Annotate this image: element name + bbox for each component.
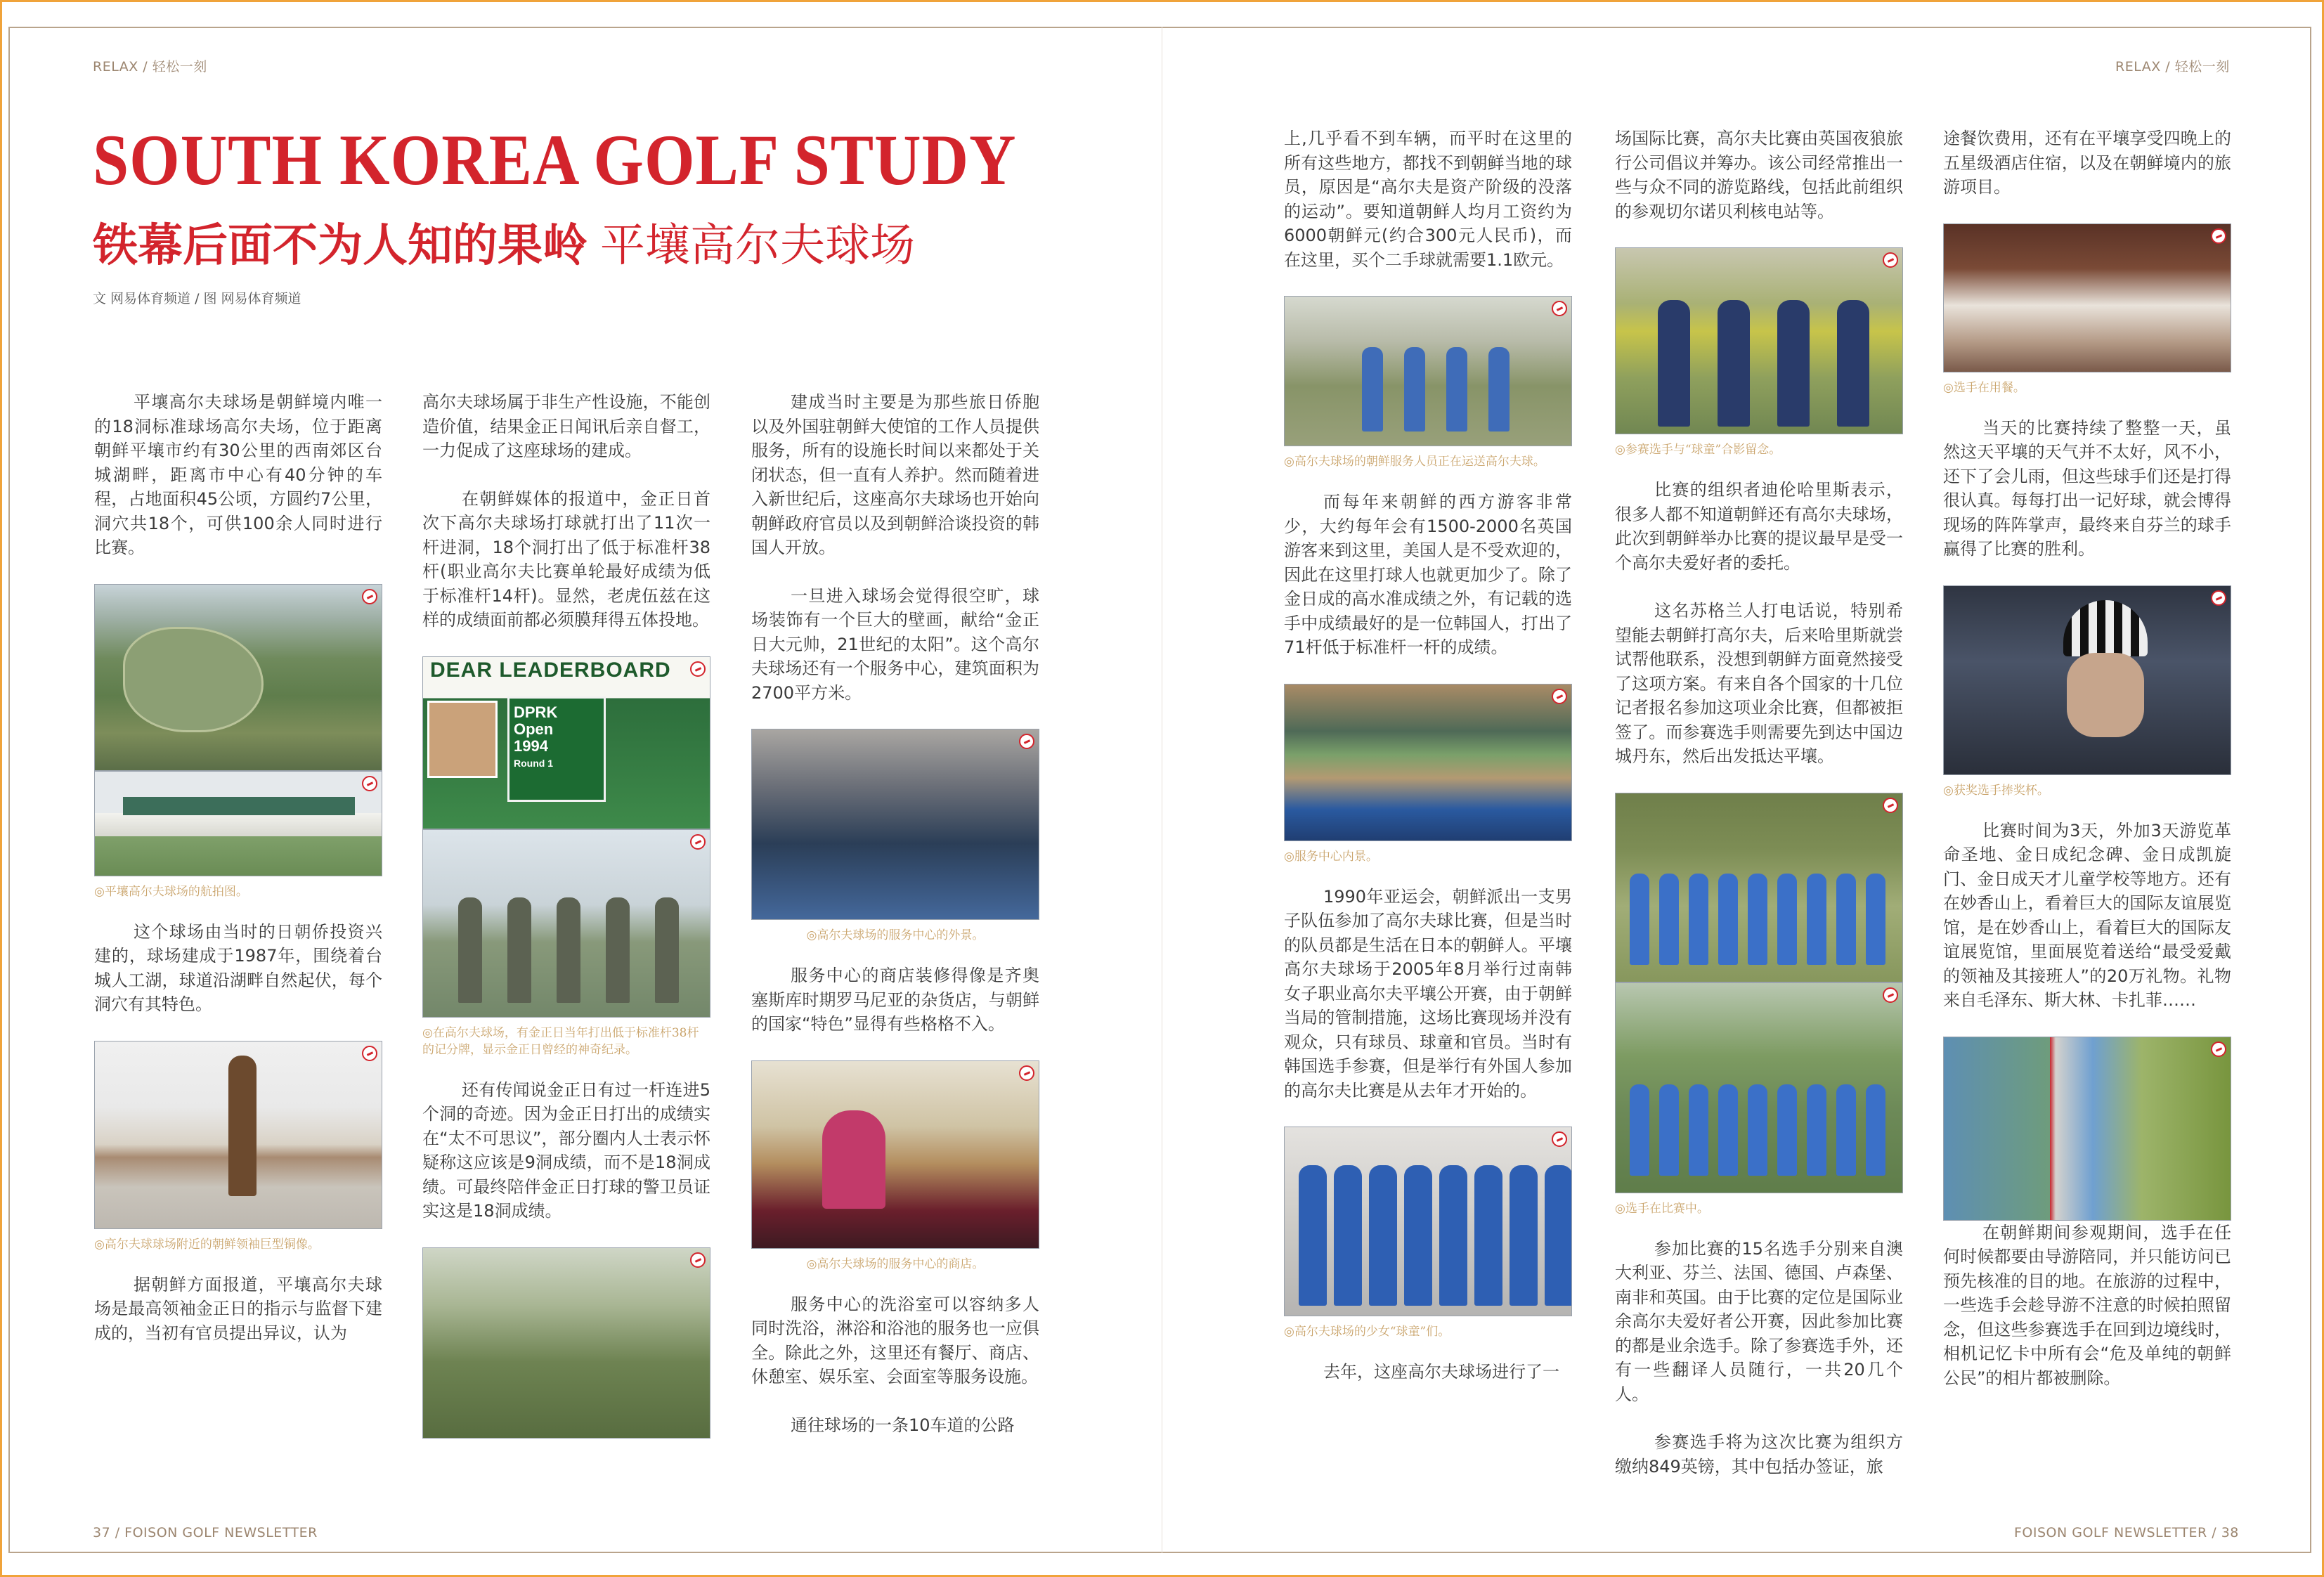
- article-column-2: [422, 390, 710, 1439]
- body-paragraph: 在朝鲜媒体的报道中，金正日首次下高尔夫球场打球就打出了11次一杆进洞，18个洞打出了低于标准杆38杆(职业高尔夫比赛单轮最好成绩为低于标准杆14杆)。显然，老虎伍兹在这样的成绩面前都必须膜拜得五体投地。: [422, 488, 710, 630]
- body-paragraph: 而每年来朝鲜的西方游客非常少，大约每年会有1500-2000名英国游客来到这里，美国人是不受欢迎的，因此在这里打球人也就更加少了。除了金日成的高水准成绩之外，有记载的选手中成绩最好的是一位韩国人，打出了71杆低于标准杆一杆的成绩。: [1284, 492, 1572, 657]
- person-figure: [1404, 1165, 1432, 1306]
- person-figure: [1404, 347, 1425, 431]
- scoreboard-text: DPRK Open 1994 Round 1: [514, 703, 558, 769]
- photo-op-photo: [1615, 247, 1903, 434]
- person-figure: [1362, 347, 1383, 431]
- person-figure: [557, 897, 580, 1003]
- person-figure: [1630, 1084, 1649, 1176]
- watermark-logo-icon: [1019, 1065, 1034, 1081]
- person-figure: [1659, 1084, 1679, 1176]
- watermark-logo-icon: [1883, 987, 1898, 1003]
- person-figure: [1689, 1084, 1708, 1176]
- body-paragraph: 这名苏格兰人打电话说，特别希望能去朝鲜打高尔夫，后来哈里斯就尝试帮他联系，没想到朝鲜方面竟然接受了这项方案。有来自各个国家的十几位记者报名参加这项业余比赛，但都被拒签了。而参赛选手则需要先到达中国边城丹东，然后出发抵达平壤。: [1615, 601, 1903, 766]
- person-figure: [1836, 1084, 1856, 1176]
- statue-photo: [94, 1041, 382, 1229]
- byline: 文 网易体育频道 / 图 网易体育频道: [93, 291, 301, 306]
- road-photo: [422, 1247, 710, 1439]
- body-paragraph: 这个球场由当时的日朝侨投资兴建的，球场建成于1987年，围绕着台城人工湖，球道沿湖畔自然起伏，每个洞穴有其特色。: [94, 921, 382, 1014]
- person-figure: [1777, 1084, 1797, 1176]
- person-figure: [1807, 1084, 1826, 1176]
- bronze-statue-shape: [228, 1056, 257, 1196]
- watermark-logo-icon: [2211, 1041, 2226, 1057]
- body-paragraph: 一旦进入球场会觉得很空旷，球场装饰有一个巨大的壁画，献给“金正日大元帅，21世纪的太阳”。这个高尔夫球场还有一个服务中心，建筑面积为2700平方米。: [751, 585, 1039, 703]
- body-paragraph: 比赛的组织者迪伦哈里斯表示，很多人都不知道朝鲜还有高尔夫球场，此次到朝鲜举办比赛的提议最早是受一个高尔夫爱好者的委托。: [1615, 480, 1903, 573]
- body-paragraph: 平壤高尔夫球场是朝鲜境内唯一的18洞标准球场高尔夫场，位于距离朝鲜平壤市约有30公里的西南郊区台城湖畔，距离市中心有40分钟的车程，占地面积45公顷，方圆约7公里，洞穴共18个，可供100余人同时进行比赛。: [94, 392, 382, 557]
- title-cn-subhead: 平壤高尔夫球场: [600, 220, 915, 272]
- watermark-logo-icon: [2211, 228, 2226, 244]
- photo-caption: ◎参赛选手与“球童”合影留念。: [1615, 443, 1781, 457]
- clubhouse-roof: [123, 797, 355, 815]
- photo-caption: ◎在高尔夫球场，有金正日当年打出低于标准杆38杆的记分牌，显示金正日曾经的神奇纪录。: [422, 1025, 699, 1057]
- service-center-interior-photo: [1284, 684, 1572, 841]
- watermark-logo-icon: [1883, 798, 1898, 813]
- body-paragraph: 通往球场的一条10车道的公路: [791, 1415, 1015, 1435]
- watermark-logo-icon: [1552, 1131, 1567, 1147]
- watermark-logo-icon: [2211, 590, 2226, 606]
- person-figure: [1718, 300, 1750, 427]
- watermark-logo-icon: [362, 776, 377, 791]
- person-figure: [1748, 874, 1767, 965]
- photo-caption: ◎高尔夫球场的少女“球童”们。: [1284, 1325, 1450, 1339]
- watermark-logo-icon: [1883, 252, 1898, 268]
- title-cn-headline: 铁幕后面不为人知的果岭: [93, 220, 588, 272]
- body-paragraph: 高尔夫球场属于非生产性设施，不能创造价值，结果金正日闻讯后亲自督工，一力促成了这座球场的建成。: [422, 392, 710, 460]
- watermark-logo-icon: [362, 1046, 377, 1061]
- person-figure: [1446, 347, 1467, 431]
- person-figure: [1334, 1165, 1362, 1306]
- photo-caption: ◎高尔夫球场的服务中心的外景。: [806, 928, 985, 942]
- leaderboard-title: DEAR LEADERBOARD: [430, 658, 671, 682]
- article-title-english: SOUTH KOREA GOLF STUDY: [93, 119, 1017, 200]
- leaderboard-photo: [422, 656, 710, 829]
- person-figure: [1748, 1084, 1767, 1176]
- body-paragraph: 场国际比赛，高尔夫比赛由英国夜狼旅行公司倡议并筹办。该公司经常推出一些与众不同的游览路线，包括此前组织的参观切尔诺贝利核电站等。: [1615, 129, 1903, 221]
- person-figure: [507, 897, 531, 1003]
- photo-caption: ◎高尔夫球场的朝鲜服务人员正在运送高尔夫球。: [1284, 455, 1545, 469]
- person-figure: [1510, 1165, 1538, 1306]
- person-figure: [1777, 874, 1797, 965]
- person-figure: [655, 897, 679, 1003]
- person-figure: [1718, 1084, 1738, 1176]
- running-head-right: RELAX / 轻松一刻: [2115, 59, 2230, 74]
- body-paragraph: 据朝鲜方面报道，平壤高尔夫球场是最高领袖金正日的指示与监督下建成的，当初有官员提出异议，认为: [94, 1274, 382, 1343]
- person-figure: [1807, 874, 1826, 965]
- photo-caption: ◎选手在比赛中。: [1615, 1201, 1709, 1216]
- shopkeeper-figure: [822, 1110, 885, 1209]
- person-figure: [1369, 1165, 1397, 1306]
- shop-photo: [751, 1060, 1039, 1249]
- person-figure: [1836, 874, 1856, 965]
- watermark-logo-icon: [1552, 689, 1567, 704]
- person-figure: [458, 897, 482, 1003]
- person-figure: [1777, 300, 1810, 427]
- watermark-logo-icon: [1552, 301, 1567, 316]
- match-photo-1: [1615, 793, 1903, 982]
- person-figure: [1658, 300, 1690, 427]
- person-figure: [1299, 1165, 1327, 1306]
- watermark-logo-icon: [1019, 734, 1034, 749]
- person-figure: [1439, 1165, 1467, 1306]
- match-photo-2: [1615, 982, 1903, 1193]
- clubhouse-photo: [94, 771, 382, 876]
- body-paragraph: 参赛选手将为这次比赛为组织方缴纳849英镑，其中包括办签证，旅: [1615, 1432, 1903, 1477]
- folio-right: FOISON GOLF NEWSLETTER / 38: [2014, 1525, 2239, 1540]
- person-figure: [1545, 1165, 1572, 1306]
- ball-carts-photo: [1284, 296, 1572, 446]
- running-head-left: RELAX / 轻松一刻: [93, 59, 207, 74]
- folio-left: 37 / FOISON GOLF NEWSLETTER: [93, 1525, 318, 1540]
- article-column-3: [751, 390, 1039, 1461]
- body-paragraph: 1990年亚运会，朝鲜派出一支男子队伍参加了高尔夫球比赛，但是当时的队员都是生活在日本的朝鲜人。平壤高尔夫球场于2005年8月举行过南韩女子职业高尔夫平壤公开赛，由于朝鲜当局的管制措施，这场比赛现场并没有观众，只有球员、球童和官员。当时有韩国选手参赛，但是举行有外国人参加的高尔夫比赛是从去年才开始的。: [1284, 886, 1572, 1101]
- person-figure: [1689, 874, 1708, 965]
- person-figure: [1630, 874, 1649, 965]
- service-center-exterior-photo: [751, 729, 1039, 920]
- officials-photo: [422, 829, 710, 1018]
- body-paragraph: 服务中心的商店装修得像是齐奥塞斯库时期罗马尼亚的杂货店，与朝鲜的国家“特色”显得有些格格不入。: [751, 966, 1039, 1034]
- body-paragraph: 上,几乎看不到车辆，而平时在这里的所有这些地方，都找不到朝鲜当地的球员，原因是“高尔夫是资产阶级的没落的运动”。要知道朝鲜人均月工资约为6000朝鲜元(约合300元人民币)，而在这里，买个二手球就需要1.1欧元。: [1284, 129, 1572, 270]
- article-title-chinese: [93, 209, 915, 274]
- trophy-photo: [1943, 585, 2231, 775]
- watermark-logo-icon: [690, 834, 706, 850]
- watermark-logo-icon: [362, 589, 377, 604]
- portrait-frame: [427, 701, 498, 778]
- photo-caption: ◎高尔夫球场的服务中心的商店。: [806, 1257, 985, 1271]
- person-figure: [1474, 1165, 1502, 1306]
- dining-photo: [1943, 223, 2231, 372]
- photo-caption: ◎选手在用餐。: [1943, 380, 2025, 395]
- person-figure: [1659, 874, 1679, 965]
- person-figure: [1488, 347, 1510, 431]
- person-figure: [1837, 300, 1869, 427]
- body-paragraph: 还有传闻说金正日有过一杆连进5个洞的奇迹。因为金正日打出的成绩实在“太不可思议”，部分圈内人士表示怀疑称这应该是9洞成绩，而不是18洞成绩。可最终陪伴金正日打球的警卫员证实这是18洞成绩。: [422, 1079, 710, 1221]
- body-paragraph: 比赛时间为3天，外加3天游览革命圣地、金日成纪念碑、金日成凯旋门、金日成天才儿童学校等地方。还有在妙香山上，看着巨大的国际友谊展览馆，是在妙香山上，看着巨大的国际友谊展览馆，里面展览着送给“最受爱戴的领袖及其接班人”的20万礼物。礼物来自毛泽东、斯大林、卡扎菲……: [1943, 820, 2231, 1010]
- person-figure: [1866, 1084, 1885, 1176]
- collage-photo: [1943, 1037, 2231, 1221]
- player-face: [2067, 653, 2144, 737]
- photo-caption: ◎平壤高尔夫球场的航拍图。: [94, 884, 248, 899]
- person-figure: [1718, 874, 1738, 965]
- article-column-6: [1943, 126, 2231, 1414]
- scoreboard: [507, 696, 606, 802]
- photo-caption: ◎获奖选手捧奖杯。: [1943, 783, 2049, 798]
- article-column-1: [94, 390, 382, 1369]
- caddies-photo: [1284, 1127, 1572, 1316]
- article-column-5: [1615, 126, 1903, 1503]
- photo-caption: ◎高尔夫球球场附近的朝鲜领袖巨型铜像。: [94, 1237, 320, 1252]
- body-paragraph: 参加比赛的15名选手分别来自澳大利亚、芬兰、法国、德国、卢森堡、南非和英国。由于比赛的定位是国际业余高尔夫爱好者公开赛，因此参加比赛的都是业余选手。除了参赛选手外，还有一些翻译人员随行，一共20几个人。: [1615, 1238, 1903, 1404]
- body-paragraph: 在朝鲜期间参观期间，选手在任何时候都要由导游陪同，并只能访问已预先核准的目的地。在旅游的过程中，一些选手会趁导游不注意的时候拍照留念，但这些参赛选手在回到边境线时，相机记忆卡中所有会“危及单纯的朝鲜公民”的相片都被删除。: [1943, 1222, 2231, 1388]
- watermark-logo-icon: [690, 661, 706, 677]
- photo-caption: ◎服务中心内景。: [1284, 849, 1378, 864]
- body-paragraph: 服务中心的洗浴室可以容纳多人同时洗浴，淋浴和浴池的服务也一应俱全。除此之外，这里还有餐厅、商店、休憩室、娱乐室、会面室等服务设施。: [751, 1294, 1039, 1387]
- body-paragraph: 建成当时主要是为那些旅日侨胞以及外国驻朝鲜大使馆的工作人员提供服务，所有的设施长时间以来都处于关闭状态，但一直有人养护。然而随着进入新世纪后，这座高尔夫球场也开始向朝鲜政府官员以及到朝鲜洽谈投资的韩国人开放。: [751, 392, 1039, 557]
- body-paragraph: 途餐饮费用，还有在平壤享受四晚上的五星级酒店住宿，以及在朝鲜境内的旅游项目。: [1943, 129, 2231, 197]
- person-figure: [606, 897, 630, 1003]
- article-column-4: [1284, 126, 1572, 1408]
- watermark-logo-icon: [690, 1252, 706, 1268]
- aerial-photo: [94, 584, 382, 771]
- body-paragraph: 去年，这座高尔夫球场进行了一: [1323, 1362, 1559, 1382]
- person-figure: [1866, 874, 1885, 965]
- lake-shape: [123, 627, 264, 732]
- body-paragraph: 当天的比赛持续了整整一天，虽然这天平壤的天气并不太好，风不小，还下了会儿雨，但这些球手们还是打得很认真。每每打出一记好球，就会博得现场的阵阵掌声，最终来自芬兰的球手赢得了比赛的胜利。: [1943, 417, 2231, 559]
- striped-hat: [2063, 600, 2148, 656]
